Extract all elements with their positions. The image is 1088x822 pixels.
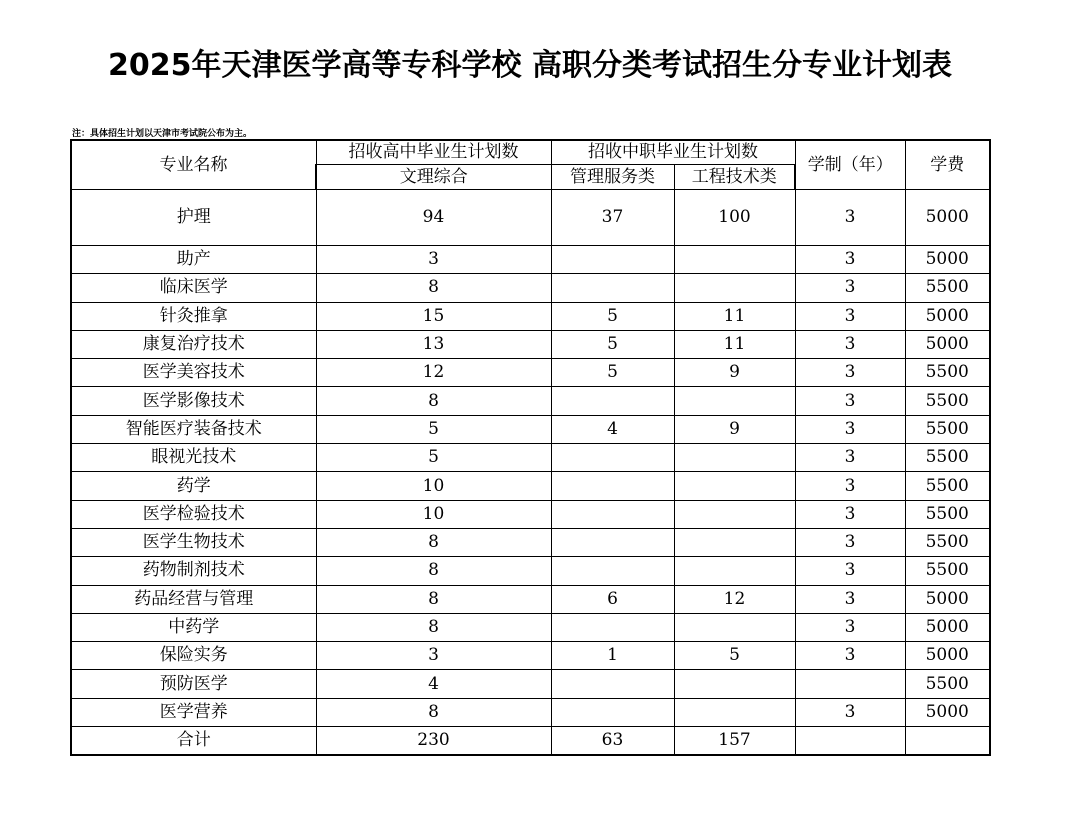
table-row [71, 302, 990, 330]
cell-high-school-count: 8 [316, 613, 551, 641]
cell-high-school-count: 8 [316, 698, 551, 726]
cell-years: 3 [795, 387, 905, 415]
total-cell-engineering-count: 157 [674, 727, 795, 756]
cell-years: 3 [795, 528, 905, 556]
table-row [71, 585, 990, 613]
cell-major: 医学生物技术 [71, 528, 316, 556]
cell-major: 助产 [71, 246, 316, 274]
cell-fee: 5000 [905, 698, 990, 726]
cell-major: 护理 [71, 190, 316, 246]
cell-major: 预防医学 [71, 670, 316, 698]
cell-years: 3 [795, 359, 905, 387]
cell-fee: 5500 [905, 444, 990, 472]
cell-management-count [551, 698, 674, 726]
cell-high-school-count: 10 [316, 472, 551, 500]
page-title: 2025年天津医学高等专科学校 高职分类考试招生分专业计划表 [108, 48, 952, 83]
cell-major: 智能医疗装备技术 [71, 415, 316, 443]
cell-engineering-count [674, 274, 795, 302]
table-row [71, 444, 990, 472]
cell-management-count [551, 472, 674, 500]
cell-major: 眼视光技术 [71, 444, 316, 472]
table-row [71, 274, 990, 302]
cell-engineering-count [674, 528, 795, 556]
cell-fee: 5000 [905, 642, 990, 670]
cell-high-school-count: 8 [316, 585, 551, 613]
table-row [71, 246, 990, 274]
cell-high-school-count: 5 [316, 415, 551, 443]
table-row [71, 190, 990, 246]
cell-major: 医学检验技术 [71, 500, 316, 528]
cell-engineering-count: 12 [674, 585, 795, 613]
cell-years: 3 [795, 585, 905, 613]
header-vocational-group: 招收中职毕业生计划数 [551, 140, 795, 165]
cell-high-school-count: 15 [316, 302, 551, 330]
cell-fee: 5500 [905, 274, 990, 302]
cell-management-count [551, 387, 674, 415]
table-row [71, 642, 990, 670]
cell-engineering-count: 11 [674, 330, 795, 358]
cell-engineering-count: 5 [674, 642, 795, 670]
header-vocational-management: 管理服务类 [551, 165, 674, 190]
cell-major: 药物制剂技术 [71, 557, 316, 585]
table-row [71, 557, 990, 585]
total-cell-years [795, 727, 905, 756]
header-high-school-group: 招收高中毕业生计划数 [316, 140, 551, 165]
header-fee: 学费 [905, 140, 990, 190]
cell-engineering-count: 11 [674, 302, 795, 330]
header-years: 学制（年） [795, 140, 905, 190]
cell-engineering-count [674, 613, 795, 641]
cell-high-school-count: 10 [316, 500, 551, 528]
cell-major: 康复治疗技术 [71, 330, 316, 358]
cell-high-school-count: 8 [316, 528, 551, 556]
cell-high-school-count: 13 [316, 330, 551, 358]
cell-high-school-count: 8 [316, 274, 551, 302]
cell-fee: 5500 [905, 670, 990, 698]
enrollment-plan-table [70, 139, 991, 756]
cell-fee: 5000 [905, 585, 990, 613]
cell-management-count [551, 613, 674, 641]
cell-fee: 5500 [905, 500, 990, 528]
cell-management-count [551, 670, 674, 698]
cell-major: 临床医学 [71, 274, 316, 302]
cell-major: 医学影像技术 [71, 387, 316, 415]
header-vocational-engineering: 工程技术类 [674, 165, 795, 190]
table-row [71, 359, 990, 387]
cell-years: 3 [795, 190, 905, 246]
cell-high-school-count: 8 [316, 557, 551, 585]
cell-management-count: 4 [551, 415, 674, 443]
cell-management-count [551, 500, 674, 528]
cell-management-count: 1 [551, 642, 674, 670]
cell-high-school-count: 12 [316, 359, 551, 387]
cell-major: 药学 [71, 472, 316, 500]
cell-engineering-count [674, 557, 795, 585]
cell-management-count [551, 274, 674, 302]
cell-major: 中药学 [71, 613, 316, 641]
cell-years: 3 [795, 444, 905, 472]
total-cell-major: 合计 [71, 727, 316, 756]
cell-fee: 5000 [905, 190, 990, 246]
total-cell-high-school-count: 230 [316, 727, 551, 756]
cell-engineering-count [674, 500, 795, 528]
cell-engineering-count: 9 [674, 359, 795, 387]
cell-major: 针灸推拿 [71, 302, 316, 330]
cell-management-count: 37 [551, 190, 674, 246]
cell-engineering-count: 9 [674, 415, 795, 443]
table-row [71, 698, 990, 726]
cell-years: 3 [795, 613, 905, 641]
table-row [71, 500, 990, 528]
cell-engineering-count [674, 444, 795, 472]
cell-high-school-count: 3 [316, 246, 551, 274]
cell-years [795, 670, 905, 698]
cell-management-count [551, 444, 674, 472]
cell-fee: 5000 [905, 302, 990, 330]
header-row-1 [71, 140, 990, 165]
cell-fee: 5000 [905, 246, 990, 274]
cell-engineering-count [674, 387, 795, 415]
cell-fee: 5500 [905, 415, 990, 443]
cell-management-count: 5 [551, 330, 674, 358]
cell-management-count: 5 [551, 302, 674, 330]
header-major: 专业名称 [71, 140, 316, 190]
table-row [71, 415, 990, 443]
table-row [71, 613, 990, 641]
header-high-school-sub: 文理综合 [316, 165, 551, 190]
cell-fee: 5500 [905, 359, 990, 387]
cell-years: 3 [795, 500, 905, 528]
cell-years: 3 [795, 302, 905, 330]
cell-engineering-count [674, 698, 795, 726]
cell-management-count [551, 557, 674, 585]
cell-engineering-count [674, 670, 795, 698]
cell-engineering-count [674, 246, 795, 274]
cell-high-school-count: 4 [316, 670, 551, 698]
table-row [71, 387, 990, 415]
cell-fee: 5000 [905, 613, 990, 641]
cell-high-school-count: 5 [316, 444, 551, 472]
cell-years: 3 [795, 472, 905, 500]
table-row [71, 330, 990, 358]
cell-high-school-count: 8 [316, 387, 551, 415]
cell-years: 3 [795, 642, 905, 670]
cell-fee: 5500 [905, 528, 990, 556]
total-row [71, 727, 990, 756]
cell-management-count [551, 246, 674, 274]
cell-years: 3 [795, 415, 905, 443]
table-row [71, 670, 990, 698]
cell-major: 医学美容技术 [71, 359, 316, 387]
cell-engineering-count: 100 [674, 190, 795, 246]
cell-engineering-count [674, 472, 795, 500]
table-row [71, 528, 990, 556]
footnote: 注：具体招生计划以天津市考试院公布为主。 [72, 129, 253, 139]
cell-management-count: 6 [551, 585, 674, 613]
total-cell-fee [905, 727, 990, 756]
cell-fee: 5000 [905, 330, 990, 358]
cell-high-school-count: 94 [316, 190, 551, 246]
cell-fee: 5500 [905, 472, 990, 500]
total-cell-management-count: 63 [551, 727, 674, 756]
cell-years: 3 [795, 330, 905, 358]
cell-fee: 5500 [905, 557, 990, 585]
table-row [71, 472, 990, 500]
cell-major: 保险实务 [71, 642, 316, 670]
cell-years: 3 [795, 557, 905, 585]
cell-management-count: 5 [551, 359, 674, 387]
cell-years: 3 [795, 246, 905, 274]
cell-major: 医学营养 [71, 698, 316, 726]
cell-management-count [551, 528, 674, 556]
cell-high-school-count: 3 [316, 642, 551, 670]
cell-major: 药品经营与管理 [71, 585, 316, 613]
cell-years: 3 [795, 698, 905, 726]
cell-years: 3 [795, 274, 905, 302]
cell-fee: 5500 [905, 387, 990, 415]
